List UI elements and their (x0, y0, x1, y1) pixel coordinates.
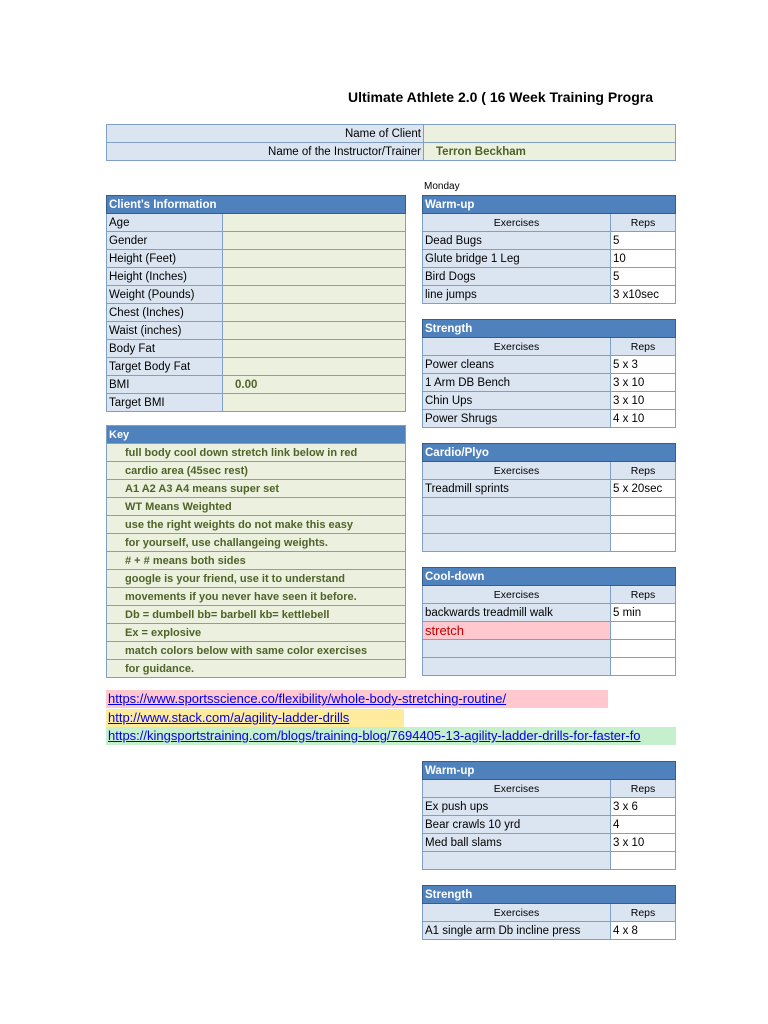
reps-cell: 5 x 20sec (611, 480, 676, 498)
info-value[interactable] (223, 268, 406, 286)
key-line: A1 A2 A3 A4 means super set (107, 480, 406, 498)
exercise-cell: Power Shrugs (423, 410, 611, 428)
reps-cell: 5 (611, 268, 676, 286)
reps-cell (611, 852, 676, 870)
info-label: Target BMI (107, 394, 223, 412)
col-reps: Reps (611, 462, 676, 480)
client-name-label: Name of Client (107, 125, 424, 143)
key-line: Db = dumbell bb= barbell kb= kettlebell (107, 606, 406, 624)
exercise-cell: A1 single arm Db incline press (423, 922, 611, 940)
warmup-table-2 (422, 761, 676, 870)
info-label: Height (Feet) (107, 250, 223, 268)
key-line: for guidance. (107, 660, 406, 678)
key-line: Ex = explosive (107, 624, 406, 642)
exercise-cell (423, 534, 611, 552)
key-table (106, 425, 406, 678)
exercise-cell (423, 516, 611, 534)
info-label: Height (Inches) (107, 268, 223, 286)
exercise-cell: line jumps (423, 286, 611, 304)
info-label: Chest (Inches) (107, 304, 223, 322)
day-label: Monday (424, 181, 460, 192)
exercise-cell: Bear crawls 10 yrd (423, 816, 611, 834)
key-line: google is your friend, use it to understand (107, 570, 406, 588)
info-value[interactable] (223, 214, 406, 232)
col-reps: Reps (611, 338, 676, 356)
exercise-cell: Dead Bugs (423, 232, 611, 250)
key-line: full body cool down stretch link below in red (107, 444, 406, 462)
exercise-cell: Med ball slams (423, 834, 611, 852)
key-line: movements if you never have seen it before. (107, 588, 406, 606)
reps-cell: 4 x 8 (611, 922, 676, 940)
exercise-cell: Bird Dogs (423, 268, 611, 286)
reps-cell (611, 622, 676, 640)
cardio-table (422, 443, 676, 552)
info-label: Target Body Fat (107, 358, 223, 376)
info-value[interactable] (223, 394, 406, 412)
col-exercises: Exercises (423, 338, 611, 356)
reps-cell: 3 x 6 (611, 798, 676, 816)
col-reps: Reps (611, 586, 676, 604)
section-header: Warm-up (423, 196, 676, 214)
exercise-cell: 1 Arm DB Bench (423, 374, 611, 392)
reps-cell: 5 min (611, 604, 676, 622)
key-line: cardio area (45sec rest) (107, 462, 406, 480)
key-header: Key (107, 426, 406, 444)
exercise-cell (423, 658, 611, 676)
client-header-table (106, 124, 676, 161)
col-reps: Reps (611, 214, 676, 232)
cooldown-table (422, 567, 676, 676)
exercise-cell: Glute bridge 1 Leg (423, 250, 611, 268)
info-value[interactable] (223, 286, 406, 304)
section-header: Strength (423, 320, 676, 338)
info-value[interactable] (223, 340, 406, 358)
reps-cell: 3 x 10 (611, 374, 676, 392)
info-value[interactable] (223, 322, 406, 340)
col-exercises: Exercises (423, 462, 611, 480)
reps-cell: 4 x 10 (611, 410, 676, 428)
reps-cell: 3 x 10 (611, 392, 676, 410)
section-header: Strength (423, 886, 676, 904)
instructor-label: Name of the Instructor/Trainer (107, 143, 424, 161)
col-exercises: Exercises (423, 586, 611, 604)
exercise-cell (423, 640, 611, 658)
info-label: BMI (107, 376, 223, 394)
col-reps: Reps (611, 904, 676, 922)
reps-cell: 10 (611, 250, 676, 268)
reps-cell: 3 x 10 (611, 834, 676, 852)
client-info-table (106, 195, 406, 412)
info-label: Weight (Pounds) (107, 286, 223, 304)
exercise-cell: backwards treadmill walk (423, 604, 611, 622)
section-header: Warm-up (423, 762, 676, 780)
key-line: match colors below with same color exercises (107, 642, 406, 660)
info-label: Waist (inches) (107, 322, 223, 340)
reps-cell: 5 (611, 232, 676, 250)
info-value[interactable] (223, 232, 406, 250)
client-info-header: Client's Information (107, 196, 406, 214)
key-line: use the right weights do not make this easy (107, 516, 406, 534)
exercise-cell: Power cleans (423, 356, 611, 374)
instructor-cell[interactable]: Terron Beckham (424, 143, 676, 161)
reps-cell (611, 640, 676, 658)
col-reps: Reps (611, 780, 676, 798)
client-name-cell[interactable] (424, 125, 676, 143)
page-title: Ultimate Athlete 2.0 ( 16 Week Training Progra (348, 89, 653, 105)
exercise-cell: Ex push ups (423, 798, 611, 816)
strength-table-2 (422, 885, 676, 940)
key-line: WT Means Weighted (107, 498, 406, 516)
section-header: Cool-down (423, 568, 676, 586)
exercise-cell (423, 852, 611, 870)
col-exercises: Exercises (423, 780, 611, 798)
info-label: Body Fat (107, 340, 223, 358)
stretching-routine-link[interactable]: https://www.sportsscience.co/flexibility/whole-body-stretching-routine/ (106, 690, 608, 708)
agility-ladder-link[interactable]: http://www.stack.com/a/agility-ladder-drills (106, 709, 404, 727)
info-value[interactable] (223, 304, 406, 322)
exercise-cell (423, 498, 611, 516)
col-exercises: Exercises (423, 214, 611, 232)
col-exercises: Exercises (423, 904, 611, 922)
strength-table (422, 319, 676, 428)
reps-cell: 5 x 3 (611, 356, 676, 374)
bmi-value: 0.00 (223, 376, 406, 394)
kingsports-link[interactable]: https://kingsportstraining.com/blogs/training-blog/7694405-13-agility-ladder-drills-for-faster-fo (106, 727, 676, 745)
exercise-cell: Chin Ups (423, 392, 611, 410)
reps-cell: 3 x10sec (611, 286, 676, 304)
exercise-cell: Treadmill sprints (423, 480, 611, 498)
key-line: for yourself, use challangeing weights. (107, 534, 406, 552)
info-value[interactable] (223, 250, 406, 268)
reps-cell (611, 534, 676, 552)
reps-cell: 4 (611, 816, 676, 834)
info-label: Gender (107, 232, 223, 250)
key-line: # + # means both sides (107, 552, 406, 570)
reps-cell (611, 658, 676, 676)
stretch-cell: stretch (423, 622, 611, 640)
info-label: Age (107, 214, 223, 232)
section-header: Cardio/Plyo (423, 444, 676, 462)
info-value[interactable] (223, 358, 406, 376)
warmup-table (422, 195, 676, 304)
reps-cell (611, 498, 676, 516)
reps-cell (611, 516, 676, 534)
